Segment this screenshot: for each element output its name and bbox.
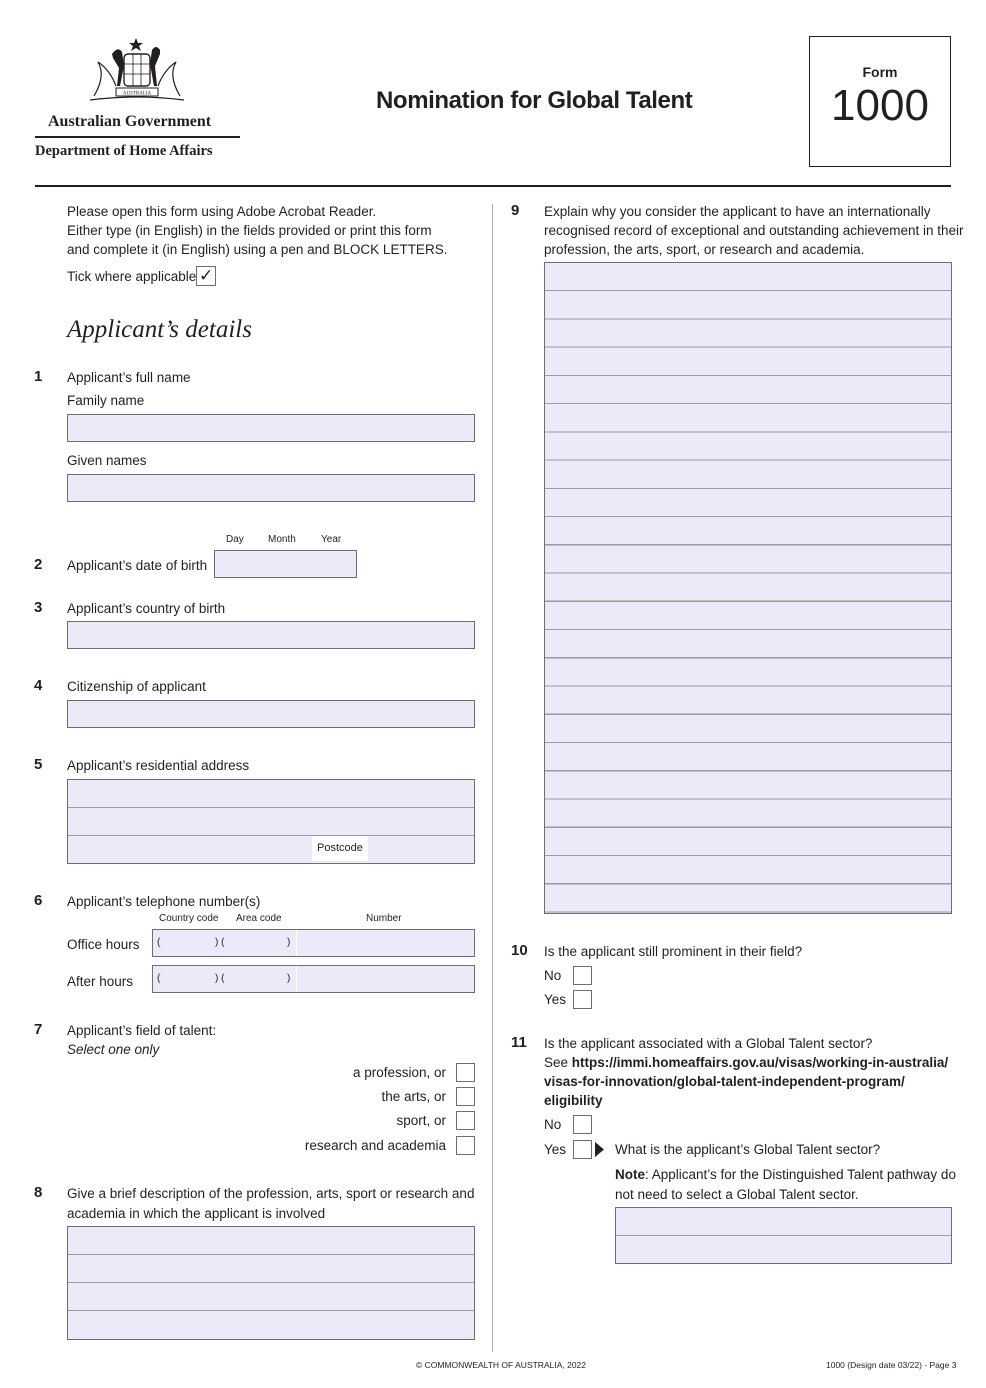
after-hours-phone-input[interactable] xyxy=(152,965,475,993)
residential-address-input[interactable] xyxy=(67,779,475,864)
given-names-input[interactable] xyxy=(67,474,475,502)
q11-no-checkbox[interactable] xyxy=(573,1115,592,1134)
note-label: Note xyxy=(615,1167,645,1182)
form-number: 1000 xyxy=(831,81,929,130)
office-paren-close: ) xyxy=(287,937,291,948)
talent-option-label: sport, or xyxy=(396,1113,446,1128)
area-code-label: Area code xyxy=(236,913,282,924)
after-paren-close: ) xyxy=(287,973,291,984)
coat-of-arms-logo xyxy=(86,36,188,108)
q3-label: Applicant’s country of birth xyxy=(67,601,226,616)
family-name-input[interactable] xyxy=(67,414,475,442)
q4-number: 4 xyxy=(34,677,43,694)
talent-description-input[interactable] xyxy=(67,1226,475,1340)
office-hours-phone-input[interactable] xyxy=(152,929,475,957)
tick-instruction: Tick where applicable xyxy=(67,269,197,284)
intro-line-1: Please open this form using Adobe Acrobat Reader. xyxy=(67,204,377,219)
q11-yes-checkbox[interactable] xyxy=(573,1140,592,1159)
svg-text:AUSTRALIA: AUSTRALIA xyxy=(122,91,152,97)
description-line[interactable] xyxy=(68,1227,474,1255)
sector-note xyxy=(615,1167,956,1182)
q7-hint: Select one only xyxy=(67,1042,160,1057)
talent-option-arts[interactable] xyxy=(250,1087,476,1108)
after-paren-mid: ) ( xyxy=(215,973,225,984)
section-title: Applicant’s details xyxy=(67,316,252,343)
column-divider xyxy=(492,204,493,1352)
family-name-label: Family name xyxy=(67,393,145,408)
talent-checkbox-sport[interactable] xyxy=(456,1111,475,1130)
description-line[interactable] xyxy=(68,1255,474,1283)
department-name: Department of Home Affairs xyxy=(35,143,213,159)
q11-yes-label: Yes xyxy=(544,1142,567,1157)
address-line-1[interactable] xyxy=(68,780,474,808)
talent-checkbox-research[interactable] xyxy=(456,1136,475,1155)
dob-month-label: Month xyxy=(268,534,296,545)
office-hours-label: Office hours xyxy=(67,937,140,952)
talent-option-label: a profession, or xyxy=(352,1065,446,1080)
q8-line-1: Give a brief description of the profession, arts, sport or research and xyxy=(67,1186,475,1201)
address-line-2[interactable] xyxy=(68,808,474,836)
dob-year-label: Year xyxy=(321,534,342,545)
q6-label: Applicant’s telephone number(s) xyxy=(67,894,261,909)
office-paren-mid: ) ( xyxy=(215,937,225,948)
q8-line-2: academia in which the applicant is involved xyxy=(67,1206,326,1221)
checkmark-icon: ✓ xyxy=(199,266,214,286)
eligibility-link-line-3[interactable]: eligibility xyxy=(544,1093,603,1108)
form-label: Form xyxy=(862,64,898,80)
q4-label: Citizenship of applicant xyxy=(67,679,206,694)
q11-no-label: No xyxy=(544,1117,562,1132)
intro-line-3: and complete it (in English) using a pen and BLOCK LETTERS. xyxy=(67,242,448,257)
q10-yes-label: Yes xyxy=(544,992,567,1007)
talent-option-label: research and academia xyxy=(304,1138,446,1153)
office-paren-open: ( xyxy=(157,937,161,948)
eligibility-link[interactable]: https://immi.homeaffairs.gov.au/visas/working-in-australia/ xyxy=(571,1055,949,1070)
q10-no-checkbox[interactable] xyxy=(573,966,592,985)
q9-line-1: Explain why you consider the applicant to have an internationally xyxy=(544,204,931,219)
q11-see-text: See xyxy=(544,1055,569,1070)
number-label: Number xyxy=(366,913,402,924)
form-number-box xyxy=(809,36,951,167)
q10-number: 10 xyxy=(511,942,528,959)
postcode-label: Postcode xyxy=(312,836,368,861)
after-paren-open: ( xyxy=(157,973,161,984)
talent-option-label: the arts, or xyxy=(381,1089,446,1104)
citizenship-input[interactable] xyxy=(67,700,475,728)
q10-label: Is the applicant still prominent in their field? xyxy=(544,944,803,959)
q5-number: 5 xyxy=(34,756,43,773)
q5-label: Applicant’s residential address xyxy=(67,758,250,773)
arrow-right-icon xyxy=(595,1142,605,1157)
q9-number: 9 xyxy=(511,202,520,219)
after-divider xyxy=(296,966,297,992)
q11-see xyxy=(544,1055,948,1070)
office-divider xyxy=(296,930,297,956)
q8-number: 8 xyxy=(34,1184,43,1201)
q10-yes-checkbox[interactable] xyxy=(573,990,592,1009)
q7-number: 7 xyxy=(34,1021,43,1038)
global-talent-sector-input[interactable] xyxy=(615,1207,952,1264)
date-of-birth-input[interactable] xyxy=(214,550,357,578)
q3-number: 3 xyxy=(34,599,43,616)
q2-number: 2 xyxy=(34,556,43,573)
country-code-label: Country code xyxy=(159,913,219,924)
form-title: Nomination for Global Talent xyxy=(376,87,693,114)
after-hours-label: After hours xyxy=(67,974,134,989)
header-rule xyxy=(35,185,951,187)
q1-number: 1 xyxy=(34,368,43,385)
header-rule-short xyxy=(35,136,240,138)
q1-label: Applicant’s full name xyxy=(67,370,191,385)
description-line[interactable] xyxy=(68,1311,474,1339)
achievement-explanation-input[interactable] xyxy=(544,262,952,914)
sector-line[interactable] xyxy=(616,1208,951,1236)
note-text-1: : Applicant’s for the Distinguished Talent pathway do xyxy=(645,1167,956,1182)
q6-number: 6 xyxy=(34,892,43,909)
description-line[interactable] xyxy=(68,1283,474,1311)
talent-checkbox-arts[interactable] xyxy=(456,1087,475,1106)
government-name: Australian Government xyxy=(48,113,212,130)
address-line-3[interactable] xyxy=(68,836,474,863)
sector-question: What is the applicant’s Global Talent sector? xyxy=(615,1142,881,1157)
given-names-label: Given names xyxy=(67,453,147,468)
intro-line-2: Either type (in English) in the fields provided or print this form xyxy=(67,223,432,238)
q11-label: Is the applicant associated with a Global Talent sector? xyxy=(544,1036,873,1051)
q10-no-label: No xyxy=(544,968,562,983)
q9-line-3: profession, the arts, sport, or research and academia. xyxy=(544,242,865,257)
sector-line[interactable] xyxy=(616,1236,951,1263)
q11-number: 11 xyxy=(511,1034,527,1051)
tick-example-box xyxy=(196,266,216,286)
eligibility-link-line-2[interactable]: visas-for-innovation/global-talent-independent-program/ xyxy=(544,1074,905,1089)
copyright: © COMMONWEALTH OF AUSTRALIA, 2022 xyxy=(416,1360,586,1370)
q9-line-2: recognised record of exceptional and outstanding achievement in their xyxy=(544,223,964,238)
talent-option-sport[interactable] xyxy=(250,1111,476,1132)
dob-day-label: Day xyxy=(226,534,244,545)
talent-option-research[interactable] xyxy=(250,1136,476,1157)
q2-label: Applicant’s date of birth xyxy=(67,558,208,573)
talent-checkbox-profession[interactable] xyxy=(456,1063,475,1082)
country-of-birth-input[interactable] xyxy=(67,621,475,649)
q7-label: Applicant’s field of talent: xyxy=(67,1023,217,1038)
page-info: 1000 (Design date 03/22) - Page 3 xyxy=(826,1360,957,1370)
talent-option-profession[interactable] xyxy=(250,1063,476,1084)
note-text-2: not need to select a Global Talent sector. xyxy=(615,1187,859,1202)
